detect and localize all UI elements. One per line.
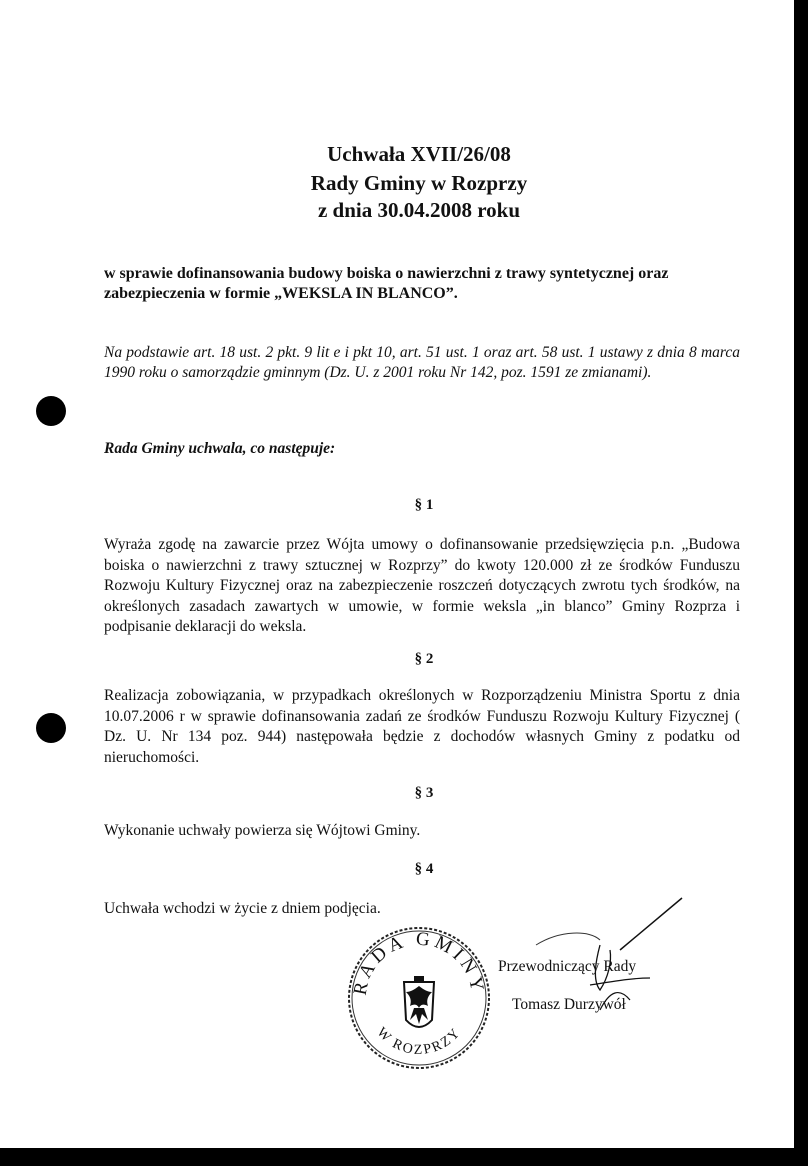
official-stamp <box>344 920 494 1070</box>
punch-hole-top <box>36 396 66 426</box>
stamp-bottom-text: W ROZPRZY <box>373 1024 465 1058</box>
scan-edge-bottom <box>0 1148 808 1166</box>
section-mark-2: § 2 <box>414 651 434 667</box>
legal-basis: Na podstawie art. 18 ust. 2 pkt. 9 lit e i pkt 10, art. 51 ust. 1 oraz art. 58 ust. 1 ustawy z dnia 8 marca 1990 roku o samorządzie gminnym (Dz. U. z 2001 roku Nr 142, poz. 1591 ze zmianami). <box>104 344 740 381</box>
section-text-4: Uchwała wchodzi w życie z dniem podjęcia. <box>104 900 381 917</box>
punch-hole-bottom <box>36 713 66 743</box>
stamp-top-text: RADA GMINY <box>349 928 489 997</box>
section-mark-3: § 3 <box>414 785 434 801</box>
resolution-subject: w sprawie dofinansowania budowy boiska o nawierzchni z trawy syntetycznej oraz zabezpieczenia w formie „WEKSLA IN BLANCO”. <box>104 265 669 302</box>
signatory-name: Tomasz Durzywół <box>512 996 626 1013</box>
section-text-1: Wyraża zgodę na zawarcie przez Wójta umowy o dofinansowanie przedsięwzięcia p.n. „Budowa boiska o nawierzchni z trawy sztucznej w Rozprzy” do kwoty 120.000 zł ze środków Funduszu Rozwoju Kultury Fizycznej oraz na zabezpieczenie roszczeń dotyczących zwrotu tych środków, na określonych zasadach zawartych w umowie, w formie weksla „in blanco” Gminy Rozprza i podpisanie deklaracji do weksla. <box>104 536 740 635</box>
resolution-intro: Rada Gminy uchwala, co następuje: <box>104 440 336 457</box>
eagle-emblem-icon <box>404 976 434 1027</box>
section-text-3: Wykonanie uchwały powierza się Wójtowi Gminy. <box>104 822 421 839</box>
council-name: Rady Gminy w Rozprzy <box>310 171 528 195</box>
resolution-number: Uchwała XVII/26/08 <box>327 142 511 166</box>
section-mark-1: § 1 <box>414 497 434 513</box>
section-mark-4: § 4 <box>414 861 434 877</box>
svg-text:W ROZPRZY <box>374 1025 465 1058</box>
signatory-title: Przewodniczący Rady <box>498 958 637 975</box>
resolution-date: z dnia 30.04.2008 roku <box>317 198 521 222</box>
section-text-2: Realizacja zobowiązania, w przypadkach określonych w Rozporządzeniu Ministra Sportu z dnia 10.07.2006 r w sprawie dofinansowania zadań ze środków Funduszu Rozwoju Kultury Fizycznej ( Dz. U. Nr 134 poz. 944) następowała będzie z dochodów własnych Gminy z podatku od nieruchomości. <box>104 687 740 766</box>
